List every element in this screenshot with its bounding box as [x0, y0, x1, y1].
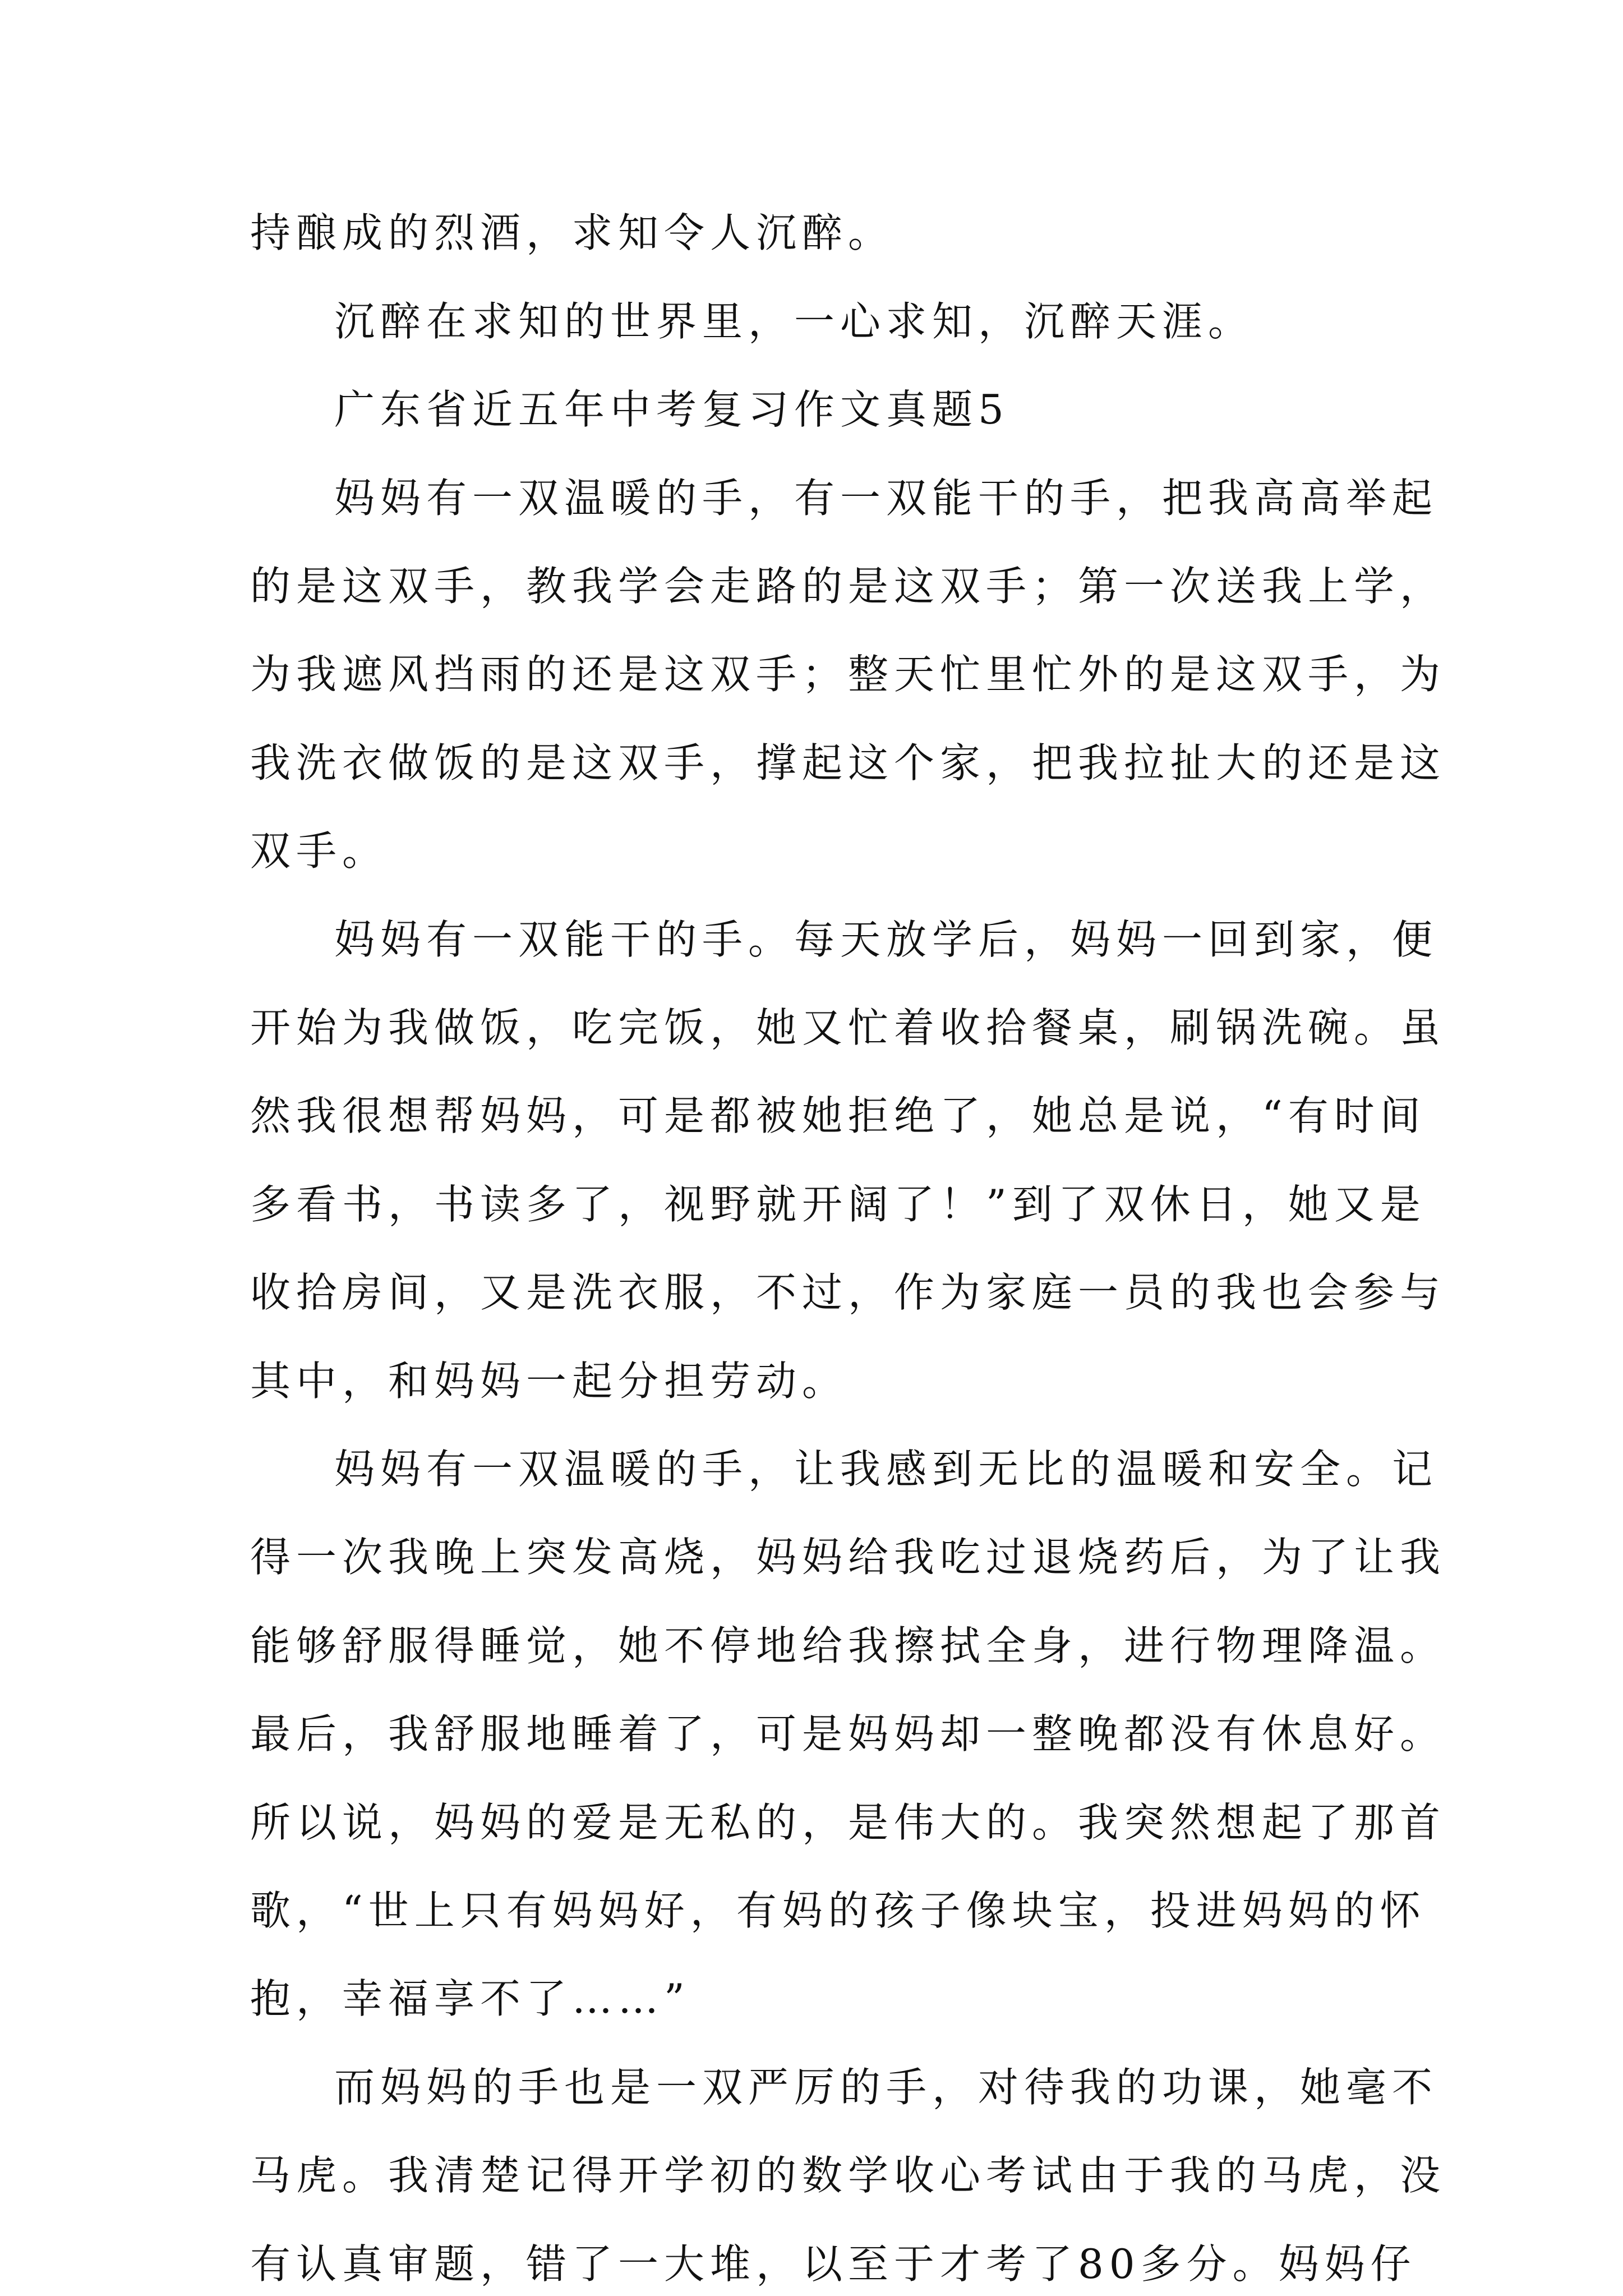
text-line: 双手。 [250, 827, 389, 875]
text-line: 我洗衣做饭的是这双手，撑起这个家，把我拉扯大的还是这 [250, 739, 1446, 786]
text-line: 开始为我做饭，吃完饭，她又忙着收拾餐桌，刷锅洗碗。虽 [250, 1004, 1446, 1051]
text-line: 妈妈有一双温暖的手，让我感到无比的温暖和安全。记 [334, 1446, 1438, 1493]
text-line: 沉醉在求知的世界里，一心求知，沉醉天涯。 [334, 298, 1255, 345]
text-line: 为我遮风挡雨的还是这双手；整天忙里忙外的是这双手，为 [250, 651, 1446, 698]
text-line: 抱，幸福享不了……” [250, 1975, 690, 2022]
text-line: 能够舒服得睡觉，她不停地给我擦拭全身，进行物理降温。 [250, 1622, 1446, 1669]
section-heading: 广东省近五年中考复习作文真题5 [334, 386, 1009, 433]
text-line: 妈妈有一双能干的手。每天放学后，妈妈一回到家，便 [334, 916, 1438, 963]
text-line: 马虎。我清楚记得开学初的数学收心考试由于我的马虎，没 [250, 2152, 1446, 2199]
text-line: 多看书，书读多了，视野就开阔了！”到了双休日，她又是 [250, 1181, 1426, 1228]
text-line: 其中，和妈妈一起分担劳动。 [250, 1358, 849, 1405]
text-line: 所以说，妈妈的爱是无私的，是伟大的。我突然想起了那首 [250, 1799, 1446, 1846]
text-line: 持酿成的烈酒，求知令人沉醉。 [250, 209, 895, 256]
text-line: 的是这双手，教我学会走路的是这双手；第一次送我上学， [250, 563, 1446, 610]
text-line: 得一次我晚上突发高烧，妈妈给我吃过退烧药后，为了让我 [250, 1534, 1446, 1581]
text-line: 有认真审题，错了一大堆，以至于才考了80多分。妈妈仔 [250, 2240, 1417, 2288]
text-line: 妈妈有一双温暖的手，有一双能干的手，把我高高举起 [334, 475, 1438, 522]
text-line: 然我很想帮妈妈，可是都被她拒绝了，她总是说，“有时间 [250, 1092, 1426, 1139]
text-line: 收拾房间，又是洗衣服，不过，作为家庭一员的我也会参与 [250, 1269, 1446, 1316]
text-line: 歌，“世上只有妈妈好，有妈的孩子像块宝，投进妈妈的怀 [250, 1887, 1426, 1934]
text-line: 最后，我舒服地睡着了，可是妈妈却一整晚都没有休息好。 [250, 1710, 1446, 1757]
text-line: 而妈妈的手也是一双严厉的手，对待我的功课，她毫不 [334, 2064, 1438, 2111]
